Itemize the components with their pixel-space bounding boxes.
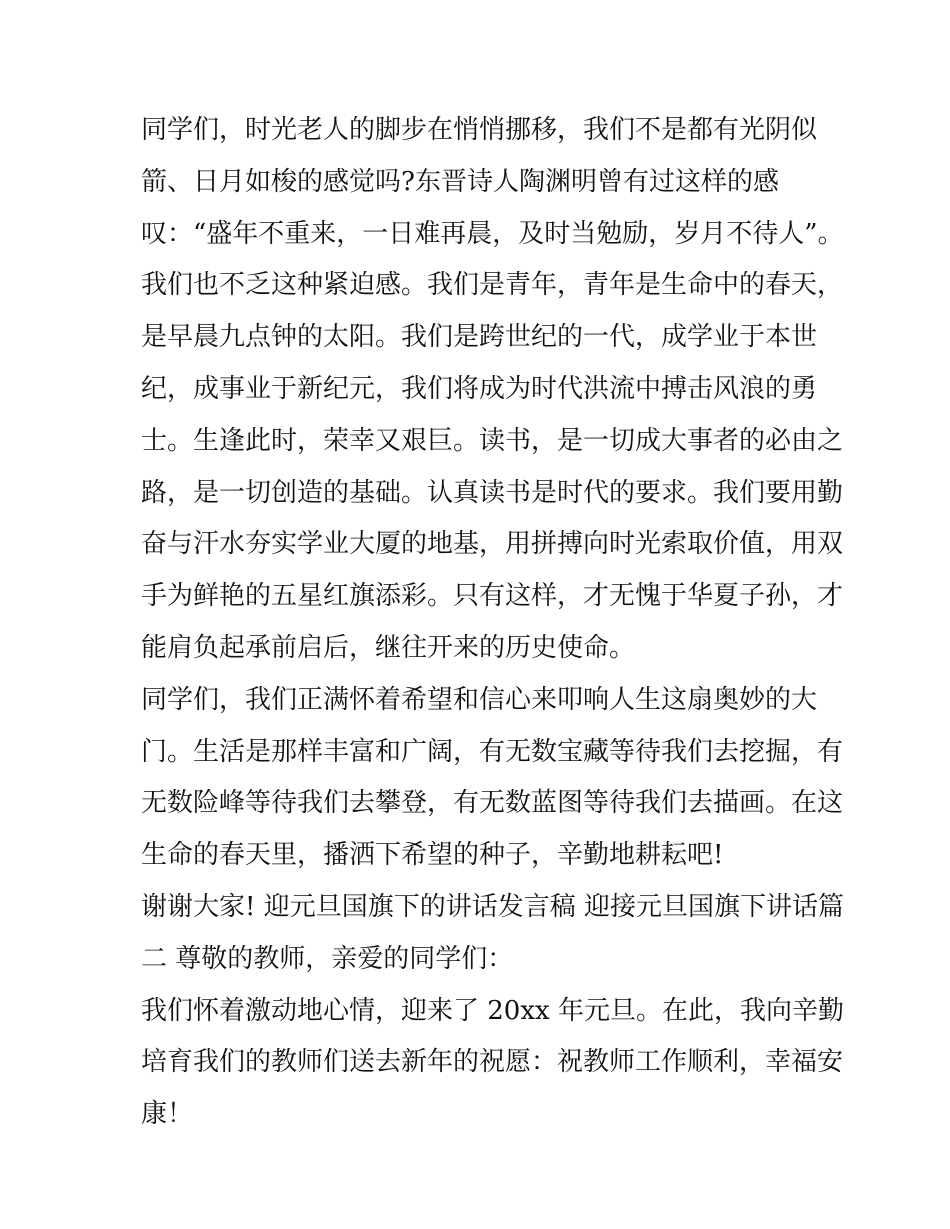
text-line: 同学们，时光老人的脚步在悄悄挪移，我们不是都有光阴似	[141, 115, 818, 145]
text-line: 箭、日月如梭的感觉吗?东晋诗人陶渊明曾有过这样的感	[141, 166, 779, 197]
text-line: 我们怀着激动地心情，迎来了 20xx 年元旦。在此，我向辛勤	[141, 995, 844, 1026]
text-line: 手为鲜艳的五星红旗添彩。只有这样，才无愧于华夏子孙，才	[141, 581, 844, 612]
text-line: 纪，成事业于新纪元，我们将成为时代洪流中搏击风浪的勇	[141, 373, 818, 404]
text-line: 我们也不乏这种紧迫感。我们是青年，青年是生命中的春天，	[141, 270, 844, 301]
text-line: 是早晨九点钟的太阳。我们是跨世纪的一代，成学业于本世	[141, 322, 818, 353]
text-line: 路，是一切创造的基础。认真读书是时代的要求。我们要用勤	[141, 477, 844, 508]
text-line: 能肩负起承前启后，继往开来的历史使命。	[141, 632, 636, 663]
text-line: 谢谢大家! 迎元旦国旗下的讲话发言稿 迎接元旦国旗下讲话篇	[141, 891, 844, 922]
text-line: 奋与汗水夯实学业大厦的地基，用拼搏向时光索取价值，用双	[141, 529, 844, 560]
text-line: 二 尊敬的教师，亲爱的同学们：	[141, 943, 514, 974]
text-line: 叹：“盛年不重来，一日难再晨，及时当勉励，岁月不待人”。	[141, 218, 844, 249]
text-line: 无数险峰等待我们去攀登，有无数蓝图等待我们去描画。在这	[141, 788, 844, 819]
text-line: 培育我们的教师们送去新年的祝愿：祝教师工作顺利，幸福安	[141, 1047, 844, 1078]
text-line: 康！	[141, 1099, 194, 1130]
text-line: 生命的春天里，播洒下希望的种子，辛勤地耕耘吧!	[141, 840, 724, 871]
text-line: 同学们，我们正满怀着希望和信心来叩响人生这扇奥妙的大	[141, 684, 818, 715]
document-body	[141, 105, 844, 1141]
text-line: 门。生活是那样丰富和广阔，有无数宝藏等待我们去挖掘，有	[141, 736, 844, 767]
text-line: 士。生逢此时，荣幸又艰巨。读书，是一切成大事者的必由之	[141, 425, 844, 456]
